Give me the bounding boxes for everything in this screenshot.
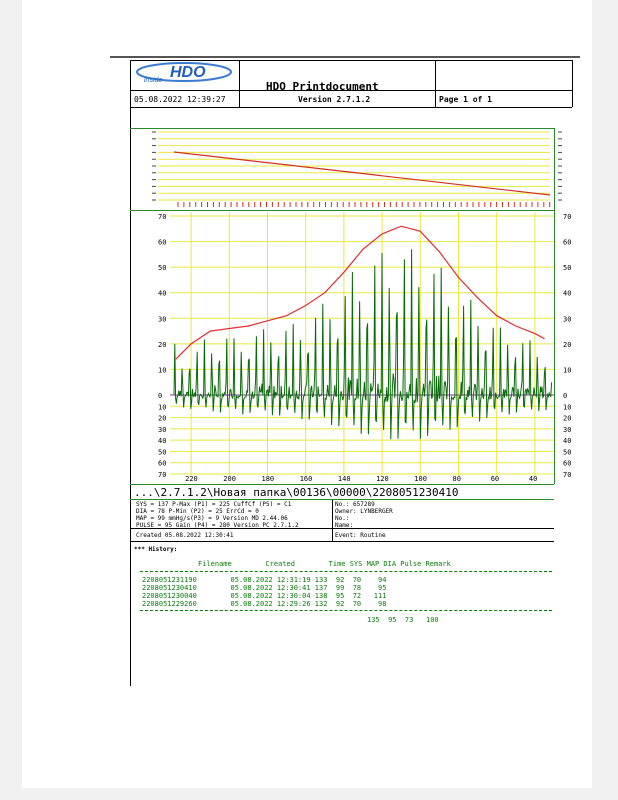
logo-sub: inside <box>144 77 163 84</box>
y-tick-label: 10 <box>563 403 572 412</box>
y-tick-label: 10 <box>158 366 167 375</box>
y-tick-label: 40 <box>158 289 167 298</box>
y-tick-label: 30 <box>158 315 167 324</box>
y-tick-label: 70 <box>563 471 572 479</box>
version-label: Version 2.7.1.2 <box>298 95 371 104</box>
y-tick-label: 70 <box>158 213 167 221</box>
x-tick-label: 220 <box>185 475 198 483</box>
logo-text: HDO <box>170 64 206 81</box>
y-tick-label: 50 <box>158 264 167 273</box>
history-header: Filename Created Time SYS MAP DIA Pulse Remark <box>198 560 451 568</box>
page-title: HDO Printdocument <box>266 80 379 93</box>
history-title: *** History: <box>134 546 178 553</box>
param-line-1: SYS = 137 P-Max (P1) = 225 CuffCf (P5) = C1 <box>136 501 292 508</box>
y-tick-label: 20 <box>563 340 572 349</box>
y-tick-label: 30 <box>563 315 572 324</box>
print-datetime: 05.08.2022 12:39:27 <box>134 95 226 104</box>
path-underline <box>130 499 554 500</box>
params-bottom <box>130 541 554 542</box>
y-tick-label: 40 <box>563 437 572 446</box>
history-row: 2208051230410 05.08.2022 12:30:41 137 99 78 95 <box>142 584 387 592</box>
param-line-3: MAP = 99 mmHg/s(P3) = 9 Version MD 2.44.06 <box>136 515 288 522</box>
y-tick-label: 10 <box>563 366 572 375</box>
y-tick-label: 70 <box>563 213 572 221</box>
x-tick-label: 100 <box>414 475 427 483</box>
history-row: 2208051229260 05.08.2022 12:29:26 132 92 70 98 <box>142 600 387 608</box>
x-tick-label: 40 <box>528 475 538 483</box>
event-label: Event: Routine <box>335 532 386 539</box>
y-tick-label: 10 <box>158 403 167 412</box>
file-path: ...\2.7.1.2\Новая папка\00136\00000\2208051230410 <box>134 486 459 499</box>
history-rule-top <box>140 571 552 572</box>
created-label: Created 05.08.2022 12:30:41 <box>136 532 234 539</box>
x-tick-label: 140 <box>337 475 351 483</box>
info-line-4: Name: <box>335 522 354 529</box>
param-line-2: DIA = 78 P-Min (P2) = 25 ErrCd = 0 <box>136 508 259 515</box>
y-tick-label: 50 <box>563 264 572 273</box>
y-tick-label: 40 <box>158 437 167 446</box>
y-tick-label: 50 <box>563 448 572 457</box>
y-tick-label: 40 <box>563 289 572 298</box>
y-tick-label: 20 <box>563 414 572 423</box>
param-line-4: PULSE = 95 Gain (P4) = 280 Version PC 2.7.1.2 <box>136 522 299 529</box>
history-row: 2208051231190 05.08.2022 12:31:19 133 92 70 94 <box>142 576 387 584</box>
y-tick-label: 20 <box>158 414 167 423</box>
y-tick-label: 30 <box>158 425 167 434</box>
info-line-2: Owner: LYNBERGER <box>335 508 393 515</box>
pressure-chart <box>22 0 592 800</box>
info-line-3: No.: <box>335 515 350 522</box>
y-tick-label: 60 <box>158 459 167 468</box>
y-tick-label: 60 <box>563 238 572 247</box>
x-tick-label: 60 <box>490 475 500 483</box>
y-tick-label: 60 <box>158 238 167 247</box>
y-tick-label: 60 <box>563 459 572 468</box>
y-tick-label: 0 <box>563 392 568 400</box>
y-tick-label: 30 <box>563 425 572 434</box>
x-tick-label: 180 <box>261 475 275 483</box>
cuff-pressure-trend-line <box>174 152 550 195</box>
x-tick-label: 80 <box>452 475 461 483</box>
page-number: Page 1 of 1 <box>439 95 492 104</box>
x-tick-label: 200 <box>223 475 236 483</box>
history-row: 2208051230040 05.08.2022 12:30:04 138 95 72 111 <box>142 592 387 600</box>
y-tick-label: 20 <box>158 340 167 349</box>
info-line-1: No.: 657289 <box>335 501 375 508</box>
print-page <box>22 0 592 788</box>
y-tick-label: 50 <box>158 448 167 457</box>
y-tick-label: 70 <box>158 471 167 479</box>
x-tick-label: 120 <box>376 475 389 483</box>
history-totals: 135 95 73 100 <box>367 616 439 624</box>
params-col-divider <box>332 500 333 541</box>
y-tick-label: 0 <box>158 392 163 400</box>
history-rule-bottom <box>140 610 552 611</box>
x-tick-label: 160 <box>299 475 313 483</box>
